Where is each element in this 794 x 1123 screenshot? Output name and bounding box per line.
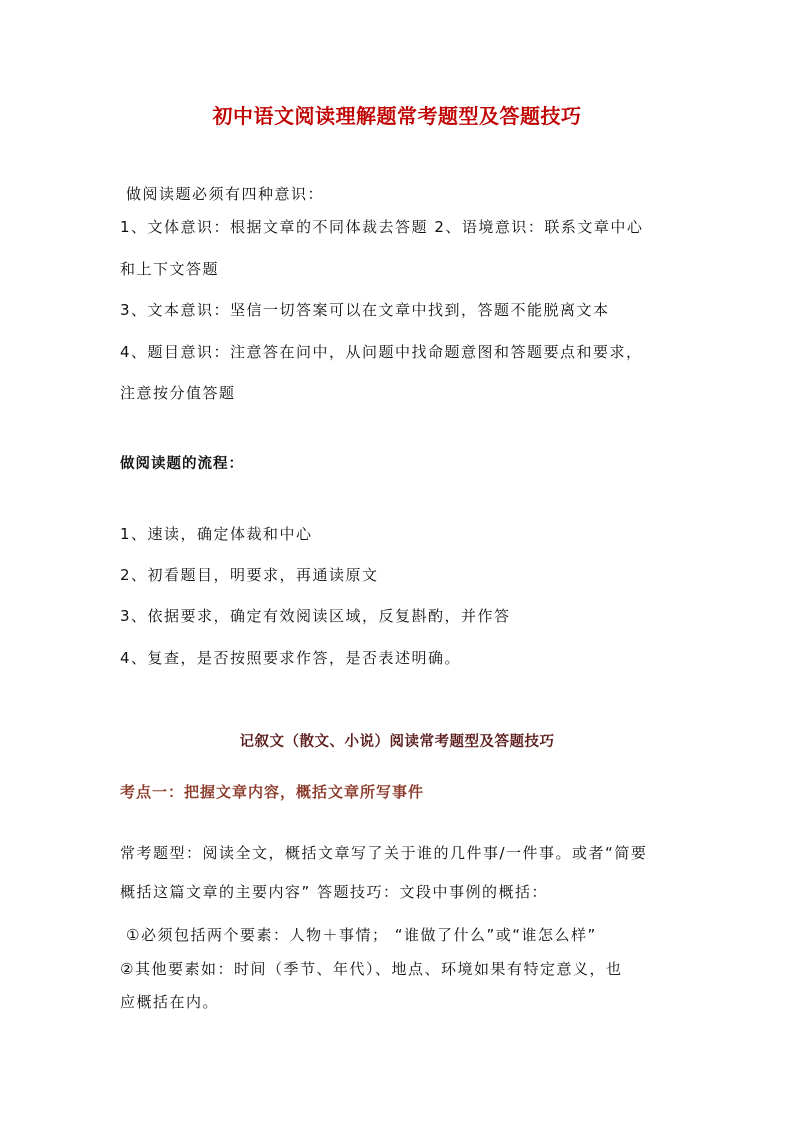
- process-step-1: 1、速读，确定体裁和中心: [120, 525, 313, 543]
- narrative-section-title: 记叙文（散文、小说）阅读常考题型及答题技巧: [239, 733, 555, 750]
- intro-line-2: 和上下文答题: [120, 260, 220, 278]
- rule-1: ①必须包括两个要素：人物＋事情； “谁做了什么”或“谁怎么样”: [126, 926, 597, 944]
- process-heading: 做阅读题的流程：: [120, 456, 244, 472]
- intro-line-4: 4、题目意识：注意答在问中，从问题中找命题意图和答题要点和要求，: [120, 343, 643, 361]
- process-step-2: 2、初看题目，明要求，再通读原文: [120, 566, 379, 584]
- intro-line-3: 3、文本意识：坚信一切答案可以在文章中找到，答题不能脱离文本: [120, 301, 610, 319]
- page-title: 初中语文阅读理解题常考题型及答题技巧: [212, 104, 582, 128]
- rule-2-line-1: ②其他要素如：时间（季节、年代）、地点、环境如果有特定意义，也: [120, 960, 623, 978]
- intro-line-1: 1、文体意识：根据文章的不同体裁去答题 2、语境意识：联系文章中心: [120, 218, 644, 236]
- point-1-title: 考点一：把握文章内容，概括文章所写事件: [120, 783, 425, 801]
- rule-2-line-2: 应概括在内。: [120, 993, 220, 1011]
- para-1-line-2: 概括这篇文章的主要内容” 答题技巧：文段中事例的概括：: [120, 883, 549, 901]
- process-step-4: 4、复查，是否按照要求作答，是否表述明确。: [120, 649, 462, 667]
- para-1-line-1: 常考题型：阅读全文，概括文章写了关于谁的几件事/一件事。或者“简要: [120, 844, 648, 862]
- intro-line-5: 注意按分值答题: [120, 384, 236, 402]
- intro-lead: 做阅读题必须有四种意识：: [126, 185, 325, 203]
- process-step-3: 3、依据要求，确定有效阅读区域，反复斟酌，并作答: [120, 607, 511, 625]
